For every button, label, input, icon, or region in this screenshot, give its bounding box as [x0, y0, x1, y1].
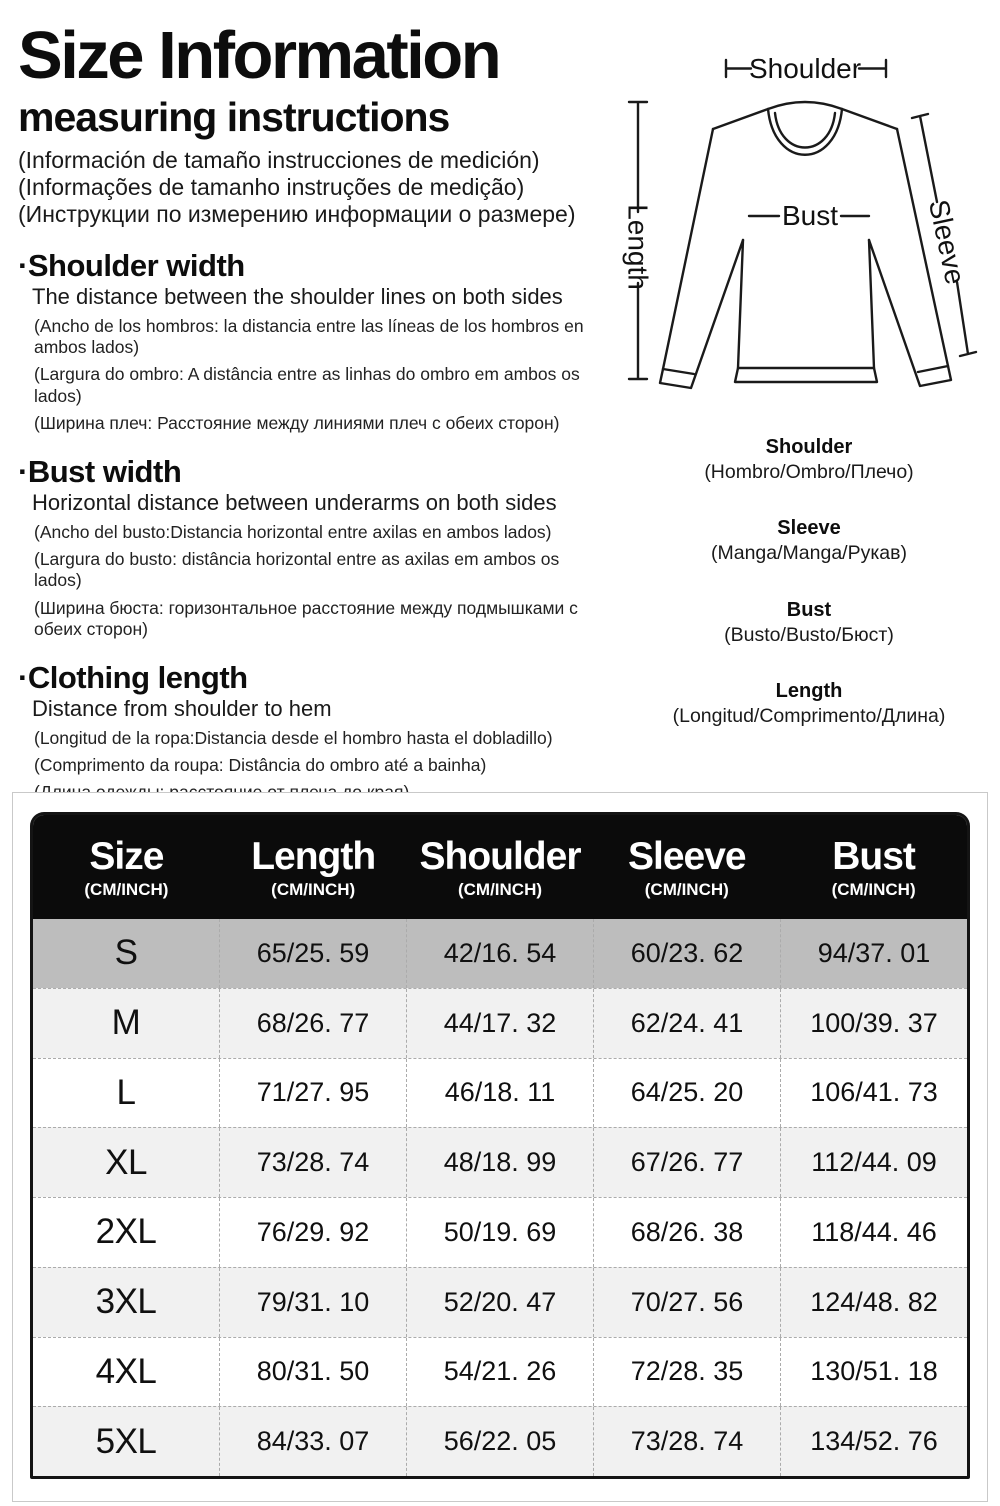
glossary-translation: (Longitud/Comprimento/Длина)	[672, 705, 946, 728]
body-right-seam	[869, 240, 874, 368]
column-header-size	[33, 815, 220, 919]
table-body	[33, 919, 967, 1476]
value-cell: 80/31. 50	[219, 1338, 406, 1407]
value-cell: 60/23. 62	[593, 919, 780, 988]
left-sleeve	[660, 129, 743, 388]
bullet: ·	[18, 248, 28, 284]
value-cell: 68/26. 38	[593, 1198, 780, 1267]
section-heading	[18, 661, 602, 695]
value-cell: 72/28. 35	[593, 1338, 780, 1407]
page-title: Size Information	[18, 18, 500, 93]
left-cuff-line	[663, 369, 694, 374]
diagram-length-label: Length	[622, 204, 654, 290]
size-cell: 5XL	[95, 1421, 157, 1461]
table-row	[33, 919, 967, 988]
value-cell: 48/18. 99	[406, 1128, 593, 1197]
section-heading-text: Bust width	[27, 454, 182, 490]
diagram-bust-label: Bust	[781, 200, 839, 231]
value-cell: 62/24. 41	[593, 989, 780, 1058]
column-label: Length	[251, 834, 376, 878]
value-cell: 65/25. 59	[219, 919, 406, 988]
left-shoulder-seam	[713, 109, 768, 129]
table-row	[33, 1267, 967, 1337]
subtitle-translations	[18, 147, 602, 228]
diagram-sleeve-label: Sleeve	[922, 196, 972, 288]
value-cell: 112/44. 09	[780, 1128, 967, 1197]
hem-band	[735, 368, 877, 382]
value-cell: 44/17. 32	[406, 989, 593, 1058]
value-cell: 94/37. 01	[780, 919, 967, 988]
column-unit: (CM/INCH)	[457, 879, 543, 899]
section-heading-text: Shoulder width	[27, 248, 245, 284]
value-cell: 71/27. 95	[219, 1059, 406, 1128]
section-translation-es: (Ancho de los hombros: la distancia entre las líneas de los hombros en ambos lados)	[34, 315, 584, 357]
glossary-term: Bust	[786, 598, 832, 621]
value-cell: 118/44. 46	[780, 1198, 967, 1267]
value-cell: 73/28. 74	[593, 1407, 780, 1476]
glossary-translation: (Manga/Manga/Рукав)	[711, 542, 907, 565]
size-table-container	[12, 792, 988, 1502]
value-cell: 52/20. 47	[406, 1268, 593, 1337]
section-description: The distance between the shoulder lines on both sides	[32, 284, 563, 310]
column-unit: (CM/INCH)	[271, 879, 356, 899]
table-row	[33, 1058, 967, 1128]
glossary-translation: (Busto/Busto/Бюст)	[724, 623, 894, 646]
value-cell: 54/21. 26	[406, 1338, 593, 1407]
section-translation-pt: (Largura do busto: distância horizontal entre as axilas em ambos os lados)	[34, 548, 560, 591]
column-label: Size	[89, 834, 164, 878]
bullet: ·	[18, 660, 28, 696]
value-cell: 106/41. 73	[780, 1059, 967, 1128]
column-header-length	[220, 815, 407, 919]
value-cell: 73/28. 74	[219, 1128, 406, 1197]
value-cell: 68/26. 77	[219, 989, 406, 1058]
section-bust-width	[18, 455, 602, 640]
size-cell: 2XL	[95, 1212, 157, 1252]
section-description: Distance from shoulder to hem	[32, 696, 332, 722]
section-translation-ru: (Ширина плеч: Расстояние между линиями плеч с обеих сторон)	[34, 412, 560, 433]
column-unit: (CM/INCH)	[644, 879, 729, 899]
collar-rim	[768, 102, 842, 109]
size-cell: L	[116, 1072, 136, 1112]
diagram-shoulder-label: Shoulder	[748, 53, 862, 84]
section-translation-es: (Longitud de la ropa:Distancia desde el hombro hasta el dobladillo)	[34, 727, 553, 748]
table-row	[33, 1127, 967, 1197]
instructions-panel	[18, 20, 602, 810]
right-cuff-line	[918, 366, 948, 372]
value-cell: 64/25. 20	[593, 1059, 780, 1128]
column-unit: (CM/INCH)	[84, 879, 169, 899]
value-cell: 134/52. 76	[780, 1407, 967, 1476]
subtitle-translation-ru: (Инструкции по измерению информации о размере)	[18, 201, 576, 228]
glossary-entry-shoulder	[618, 434, 1000, 484]
diagram-panel	[618, 16, 1000, 760]
section-description: Horizontal distance between underarms on both sides	[32, 490, 557, 516]
value-cell: 46/18. 11	[406, 1059, 593, 1128]
glossary-term: Shoulder	[765, 436, 853, 458]
section-translation-es: (Ancho del busto:Distancia horizontal entre axilas en ambos lados)	[34, 521, 552, 542]
column-label: Bust	[832, 834, 915, 878]
value-cell: 76/29. 92	[219, 1198, 406, 1267]
value-cell: 84/33. 07	[219, 1407, 406, 1476]
value-cell: 42/16. 54	[406, 919, 593, 988]
value-cell: 50/19. 69	[406, 1198, 593, 1267]
size-cell: 4XL	[95, 1351, 157, 1391]
right-shoulder-seam	[842, 109, 897, 129]
column-header-shoulder	[407, 815, 594, 919]
subtitle-translation-pt: (Informações de tamanho instruções de medição)	[18, 174, 525, 201]
value-cell: 67/26. 77	[593, 1128, 780, 1197]
glossary-term: Length	[775, 680, 843, 703]
section-heading	[18, 455, 602, 489]
size-cell: M	[111, 1003, 141, 1043]
value-cell: 79/31. 10	[219, 1268, 406, 1337]
size-cell: 3XL	[95, 1282, 157, 1322]
size-cell: XL	[105, 1142, 147, 1182]
glossary-term: Sleeve	[777, 517, 841, 540]
value-cell: 70/27. 56	[593, 1268, 780, 1337]
section-heading	[18, 249, 602, 283]
table-row	[33, 1197, 967, 1267]
section-translation-pt: (Largura do ombro: A distância entre as linhas do ombro em ambos os lados)	[34, 364, 580, 406]
glossary-entry-sleeve	[618, 515, 1000, 565]
value-cell: 124/48. 82	[780, 1268, 967, 1337]
glossary-translation: (Hombro/Ombro/Плечо)	[704, 461, 914, 483]
section-clothing-length	[18, 661, 602, 803]
section-shoulder-width	[18, 249, 602, 434]
glossary-entry-length	[618, 678, 1000, 728]
bullet: ·	[18, 454, 28, 490]
column-label: Sleeve	[627, 834, 746, 878]
size-cell: S	[114, 933, 138, 973]
value-cell: 56/22. 05	[406, 1407, 593, 1476]
column-header-sleeve	[593, 815, 780, 919]
column-unit: (CM/INCH)	[831, 879, 916, 899]
value-cell: 100/39. 37	[780, 989, 967, 1058]
page-subtitle: measuring instructions	[18, 94, 450, 141]
subtitle-translation-es: (Información de tamaño instrucciones de medición)	[18, 147, 540, 174]
collar-inner	[775, 113, 835, 148]
table-row	[33, 1337, 967, 1407]
value-cell: 130/51. 18	[780, 1338, 967, 1407]
measurement-glossary	[618, 434, 1000, 729]
body-left-seam	[738, 240, 743, 368]
size-table	[30, 812, 970, 1479]
glossary-entry-bust	[618, 597, 1000, 647]
shirt-measurement-diagram	[618, 16, 1000, 420]
section-translation-pt: (Comprimento da roupa: Distância do ombro até a bainha)	[34, 755, 487, 776]
section-heading-text: Clothing length	[27, 660, 248, 696]
table-row	[33, 1406, 967, 1476]
section-translation-ru: (Ширина бюста: горизонтальное расстояние между подмышками с обеих сторон)	[34, 597, 578, 639]
column-header-bust	[780, 815, 967, 919]
column-label: Shoulder	[419, 834, 581, 878]
table-row	[33, 988, 967, 1058]
table-header	[33, 815, 967, 919]
